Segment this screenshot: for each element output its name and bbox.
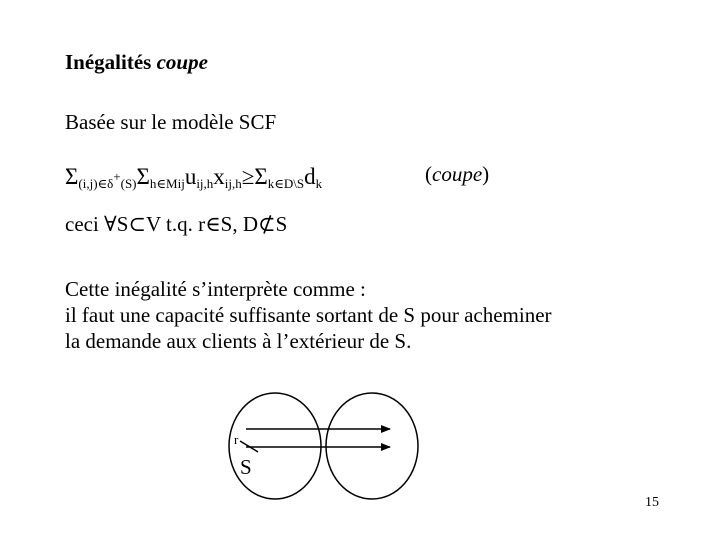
set-S-label: S xyxy=(240,455,252,479)
formula-geq: ≥ xyxy=(241,164,255,189)
set-S-ellipse xyxy=(229,393,321,499)
formula-tag: (coupe) xyxy=(425,162,490,186)
formula-sub-4: ij,h xyxy=(224,176,242,191)
root-node-label: r xyxy=(234,432,239,447)
explanation-line: il faut une capacité suffisante sortant de S pour acheminer xyxy=(65,303,552,327)
formula-sub-3: ij,h xyxy=(196,176,214,191)
formula-sub-2: h∈Mij xyxy=(149,176,185,191)
explanation-line: Cette inégalité s’interprète comme : xyxy=(65,277,366,301)
cut-condition: ceci ∀S⊂V t.q. r∈S, D⊄S xyxy=(65,212,288,236)
explanation-paragraph xyxy=(65,276,552,354)
cut-inequality-formula xyxy=(65,162,322,199)
formula-sigma-3: Σ xyxy=(254,164,268,189)
slide-title xyxy=(65,50,208,75)
formula-sigma-1: Σ xyxy=(65,164,79,189)
formula-sub-1: (i,j)∈δ+(S) xyxy=(78,169,137,191)
formula-u: u xyxy=(184,164,197,189)
slide-title-bold: Inégalités xyxy=(65,50,157,74)
slide-subtitle: Basée sur le modèle SCF xyxy=(65,110,277,134)
root-link-line xyxy=(240,441,258,452)
formula-d: d xyxy=(304,164,316,189)
page-number: 15 xyxy=(645,495,659,510)
complement-ellipse xyxy=(326,393,418,499)
formula-x: x xyxy=(213,164,225,189)
slide-title-italic: coupe xyxy=(156,50,208,74)
explanation-line: la demande aux clients à l’extérieur de S. xyxy=(65,329,412,353)
formula-sub-6: k xyxy=(315,176,323,191)
formula-sigma-2: Σ xyxy=(136,164,150,189)
formula-sub-5: k∈D\S xyxy=(267,176,305,191)
